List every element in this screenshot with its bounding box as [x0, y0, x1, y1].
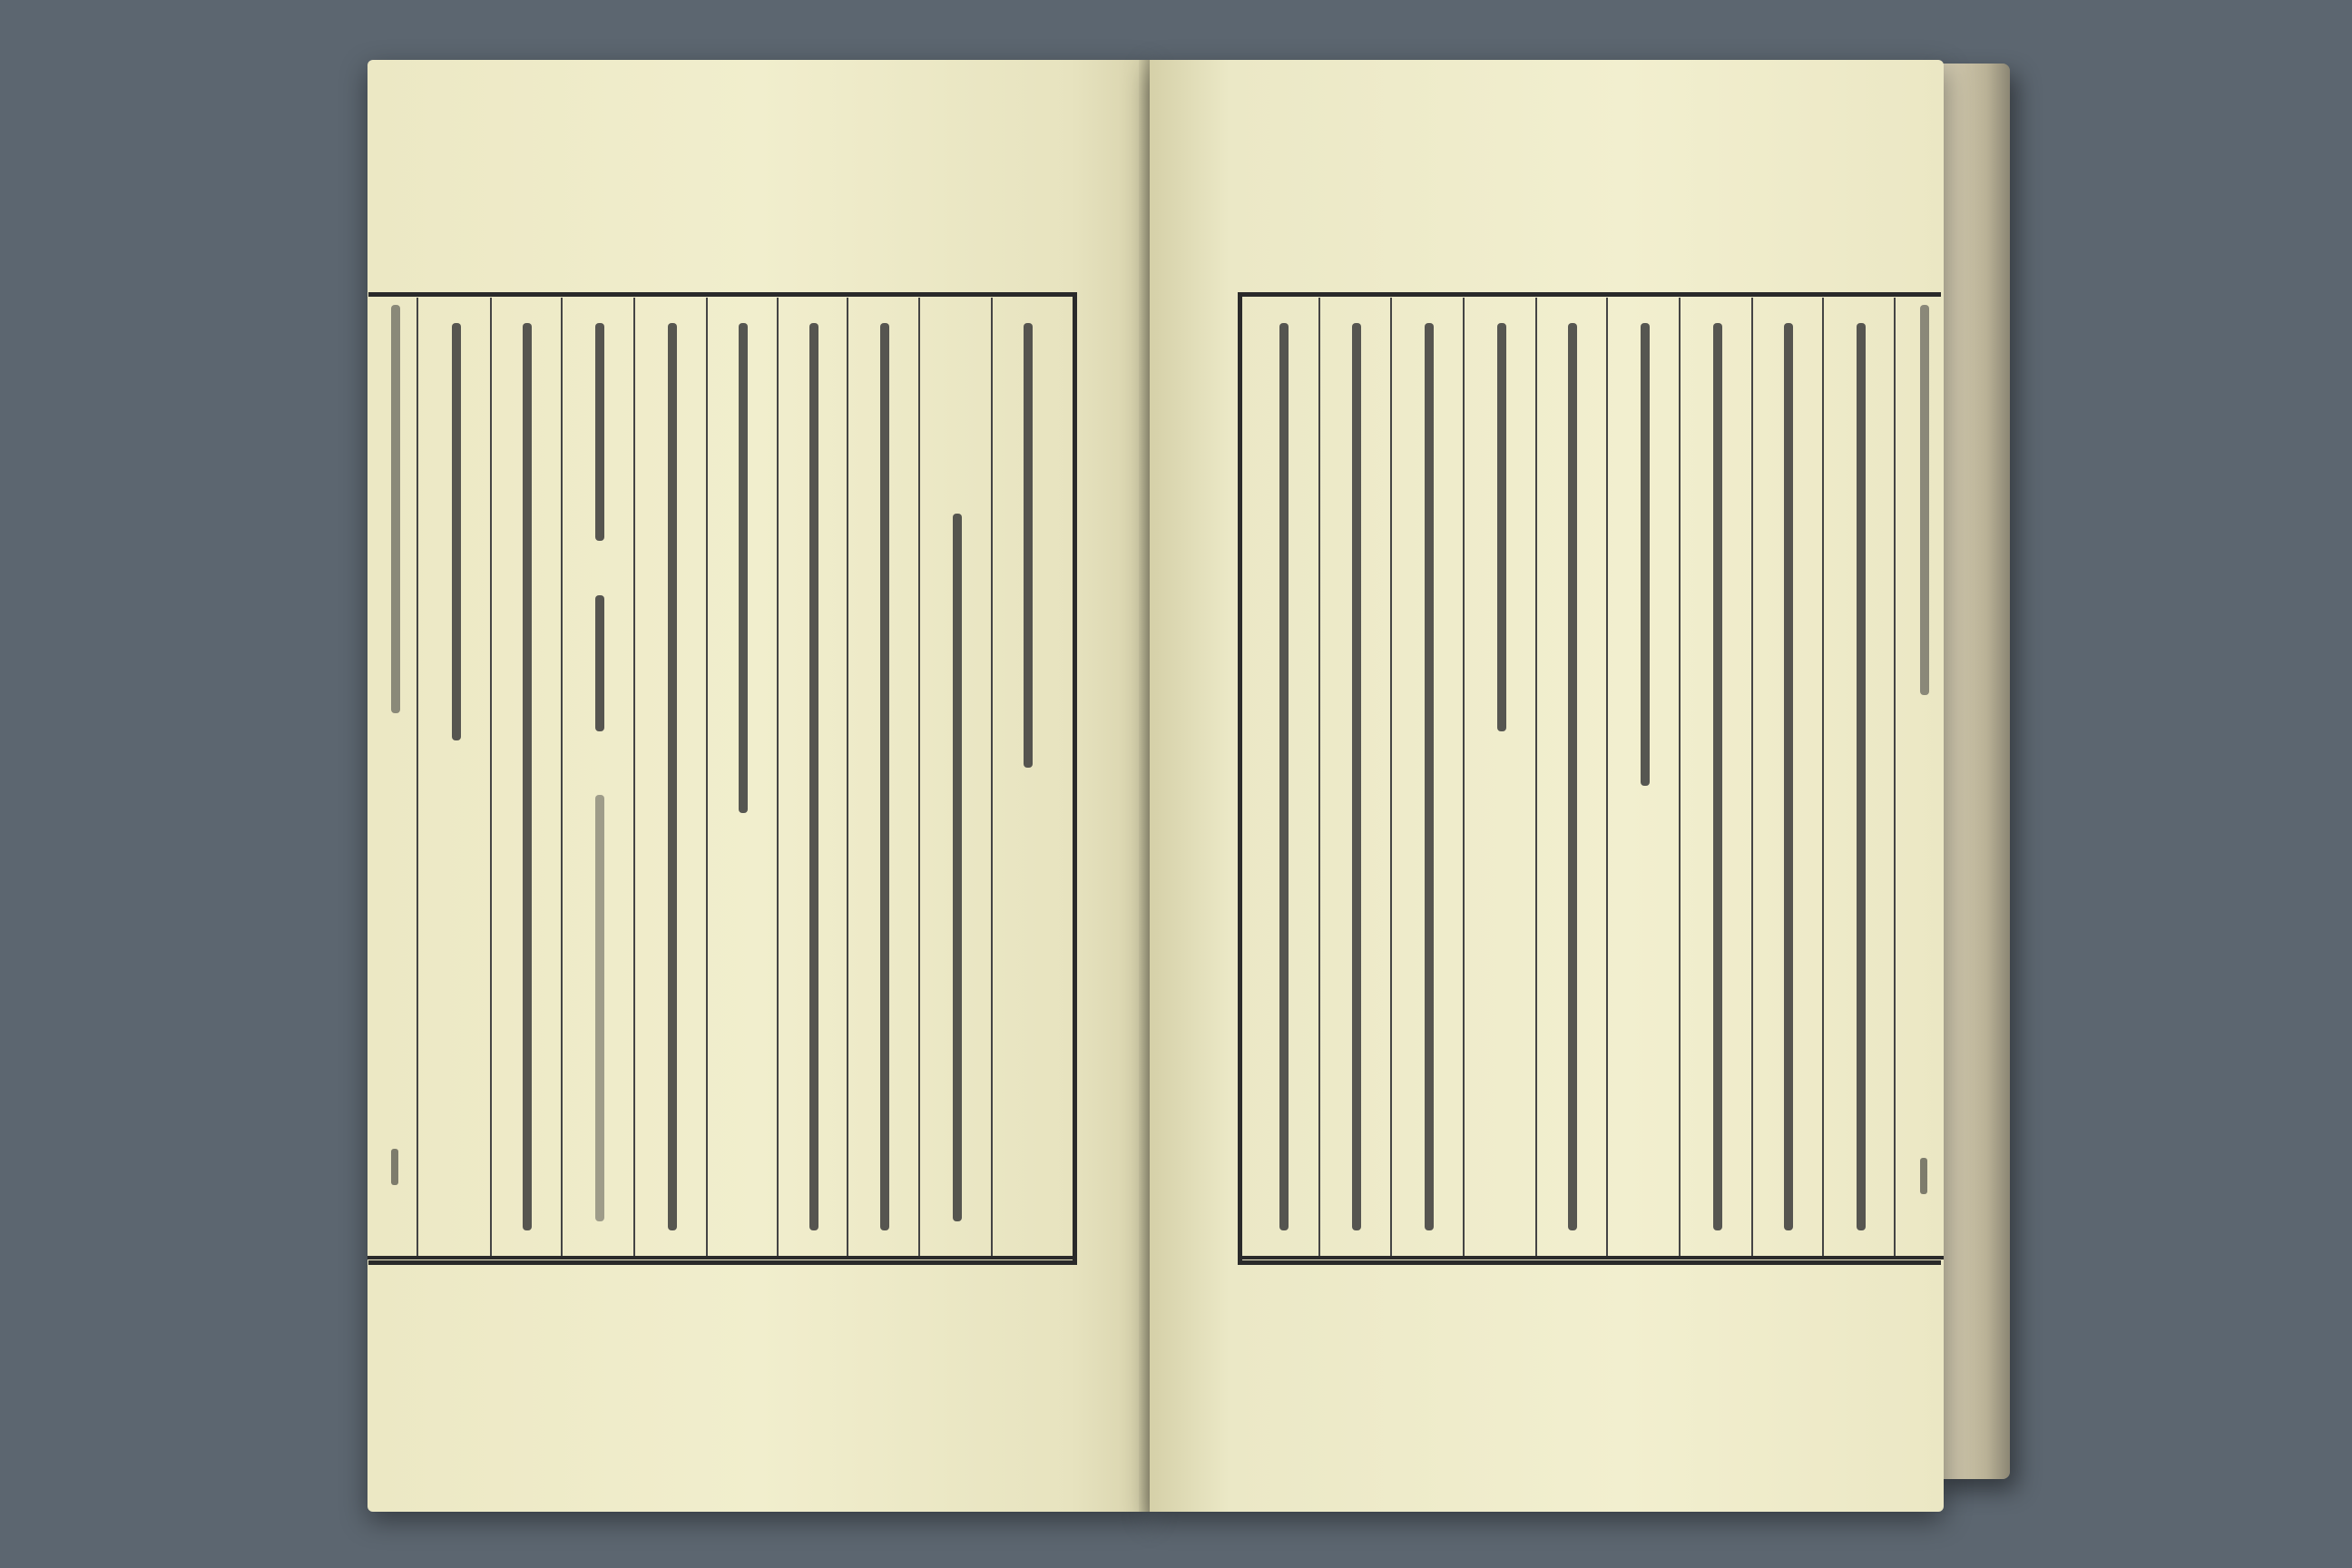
column-rule [416, 298, 418, 1256]
column-rule [1390, 298, 1392, 1256]
column-rule [633, 298, 635, 1256]
column-rule [847, 298, 848, 1256]
left-bottom-rule [368, 1256, 1075, 1259]
left-text-frame [368, 292, 1077, 1265]
column-rule [1822, 298, 1824, 1256]
book-cover-edge [1933, 64, 2010, 1479]
column-rule [561, 298, 563, 1256]
column-rule [918, 298, 920, 1256]
column-rule [1606, 298, 1608, 1256]
left-page [368, 60, 1150, 1512]
right-page [1150, 60, 1944, 1512]
column-rule [1318, 298, 1320, 1256]
column-rule [1679, 298, 1681, 1256]
right-bottom-rule [1238, 1256, 1944, 1259]
column-rule [991, 298, 993, 1256]
column-rule [1751, 298, 1753, 1256]
column-rule [1535, 298, 1537, 1256]
column-rule [777, 298, 779, 1256]
column-rule [1463, 298, 1465, 1256]
column-rule [706, 298, 708, 1256]
right-text-frame [1238, 292, 1941, 1265]
column-rule [1894, 298, 1896, 1256]
column-rule [490, 298, 492, 1256]
